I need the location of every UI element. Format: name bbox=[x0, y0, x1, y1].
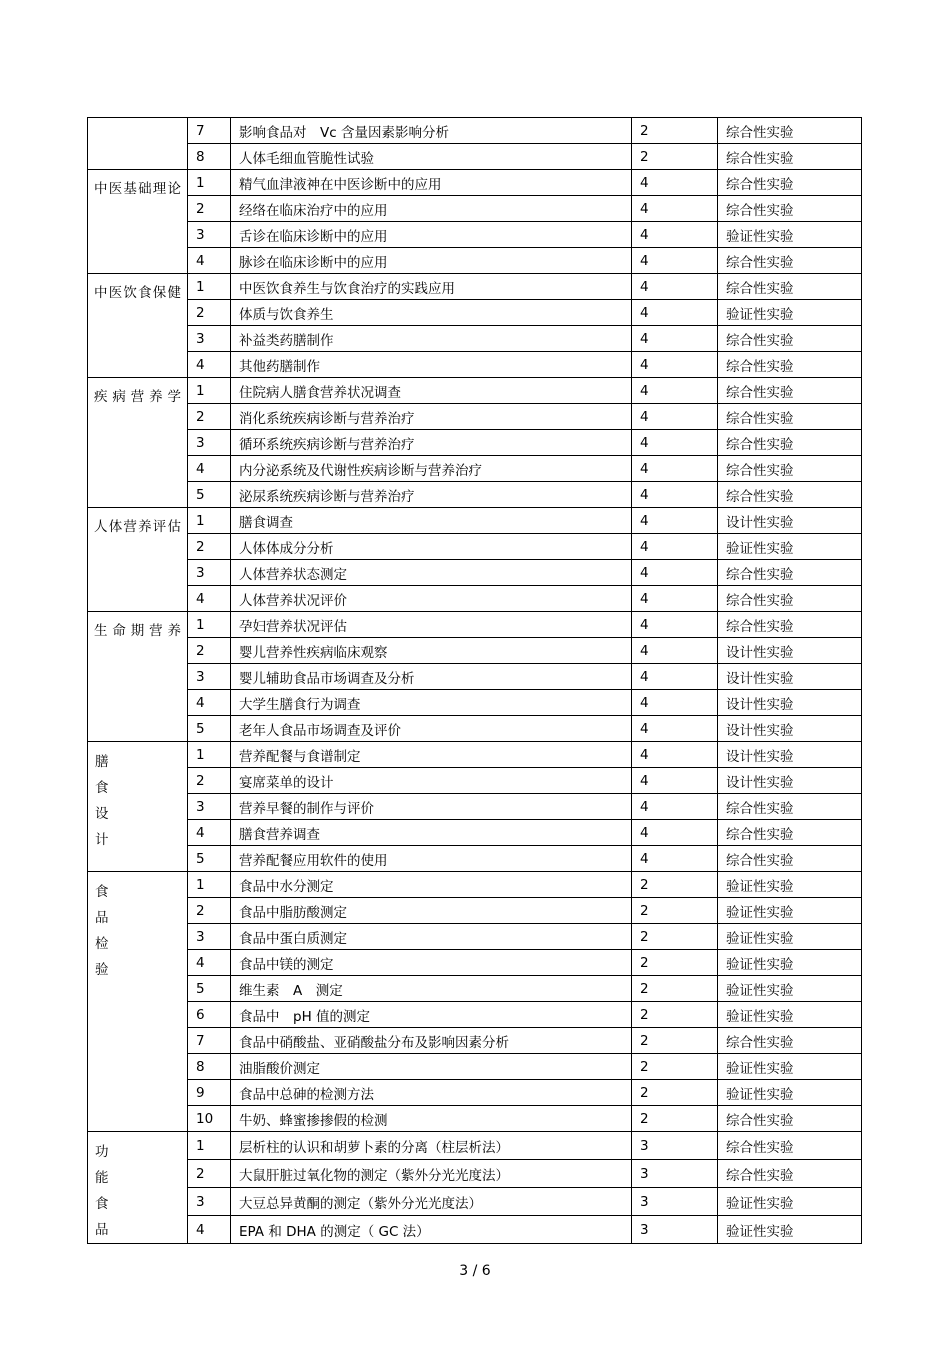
experiment-name-cell: 其他药膳制作 bbox=[231, 352, 632, 378]
experiment-name-cell: 膳食调查 bbox=[231, 508, 632, 534]
table-row bbox=[88, 950, 862, 976]
experiment-name-cell: 内分泌系统及代谢性疾病诊断与营养治疗 bbox=[231, 456, 632, 482]
table-row bbox=[88, 1028, 862, 1054]
table-row bbox=[88, 586, 862, 612]
experiment-name-cell: EPA 和 DHA 的测定（ GC 法） bbox=[231, 1216, 632, 1244]
experiment-name-cell: 人体毛细血管脆性试验 bbox=[231, 144, 632, 170]
experiment-type-cell: 综合性实验 bbox=[718, 482, 862, 508]
experiment-name-cell: 膳食营养调查 bbox=[231, 820, 632, 846]
experiment-table-body bbox=[88, 118, 862, 1244]
hours-cell: 4 bbox=[632, 248, 718, 274]
hours-cell: 4 bbox=[632, 378, 718, 404]
experiment-type-cell: 综合性实验 bbox=[718, 586, 862, 612]
table-row bbox=[88, 248, 862, 274]
table-row bbox=[88, 716, 862, 742]
row-number-cell: 3 bbox=[188, 326, 231, 352]
category-char: 验 bbox=[95, 962, 109, 978]
row-number-cell: 3 bbox=[188, 924, 231, 950]
hours-cell: 4 bbox=[632, 300, 718, 326]
experiment-type-cell: 验证性实验 bbox=[718, 976, 862, 1002]
experiment-name-cell: 脉诊在临床诊断中的应用 bbox=[231, 248, 632, 274]
hours-cell: 4 bbox=[632, 664, 718, 690]
hours-cell: 4 bbox=[632, 846, 718, 872]
hours-cell: 2 bbox=[632, 898, 718, 924]
experiment-type-cell: 验证性实验 bbox=[718, 1054, 862, 1080]
experiment-type-cell: 验证性实验 bbox=[718, 1080, 862, 1106]
experiment-name-cell: 舌诊在临床诊断中的应用 bbox=[231, 222, 632, 248]
experiment-name-cell: 营养早餐的制作与评价 bbox=[231, 794, 632, 820]
table-row bbox=[88, 430, 862, 456]
experiment-type-cell: 验证性实验 bbox=[718, 1002, 862, 1028]
hours-cell: 2 bbox=[632, 924, 718, 950]
hours-cell: 2 bbox=[632, 1080, 718, 1106]
experiment-name-cell: 油脂酸价测定 bbox=[231, 1054, 632, 1080]
table-row bbox=[88, 378, 862, 404]
experiment-type-cell: 综合性实验 bbox=[718, 1106, 862, 1132]
row-number-cell: 2 bbox=[188, 534, 231, 560]
row-number-cell: 2 bbox=[188, 300, 231, 326]
category-cell bbox=[88, 872, 188, 1132]
hours-cell: 4 bbox=[632, 820, 718, 846]
row-number-cell: 4 bbox=[188, 820, 231, 846]
hours-cell: 4 bbox=[632, 742, 718, 768]
experiment-type-cell: 设计性实验 bbox=[718, 768, 862, 794]
row-number-cell: 2 bbox=[188, 768, 231, 794]
row-number-cell: 6 bbox=[188, 1002, 231, 1028]
category-char: 膳 bbox=[95, 754, 109, 770]
table-row bbox=[88, 924, 862, 950]
category-cell bbox=[88, 1132, 188, 1244]
table-row bbox=[88, 222, 862, 248]
hours-cell: 4 bbox=[632, 768, 718, 794]
table-row bbox=[88, 1216, 862, 1244]
row-number-cell: 1 bbox=[188, 378, 231, 404]
experiment-name-cell: 营养配餐应用软件的使用 bbox=[231, 846, 632, 872]
row-number-cell: 4 bbox=[188, 690, 231, 716]
row-number-cell: 1 bbox=[188, 742, 231, 768]
table-row bbox=[88, 118, 862, 144]
experiment-name-cell: 精气血津液神在中医诊断中的应用 bbox=[231, 170, 632, 196]
hours-cell: 3 bbox=[632, 1188, 718, 1216]
experiment-name-cell: 人体体成分分析 bbox=[231, 534, 632, 560]
experiment-type-cell: 综合性实验 bbox=[718, 352, 862, 378]
hours-cell: 2 bbox=[632, 118, 718, 144]
experiment-name-cell: 人体营养状况评价 bbox=[231, 586, 632, 612]
row-number-cell: 3 bbox=[188, 794, 231, 820]
experiment-name-cell: 大鼠肝脏过氧化物的测定（紫外分光光度法） bbox=[231, 1160, 632, 1188]
experiment-name-cell: 经络在临床治疗中的应用 bbox=[231, 196, 632, 222]
row-number-cell: 1 bbox=[188, 612, 231, 638]
row-number-cell: 5 bbox=[188, 976, 231, 1002]
table-row bbox=[88, 300, 862, 326]
experiment-name-cell: 宴席菜单的设计 bbox=[231, 768, 632, 794]
experiment-table bbox=[87, 117, 862, 1244]
category-char: 品 bbox=[95, 1222, 109, 1238]
row-number-cell: 5 bbox=[188, 846, 231, 872]
experiment-type-cell: 验证性实验 bbox=[718, 300, 862, 326]
experiment-type-cell: 设计性实验 bbox=[718, 664, 862, 690]
hours-cell: 2 bbox=[632, 950, 718, 976]
hours-cell: 4 bbox=[632, 716, 718, 742]
category-char: 品 bbox=[95, 910, 109, 926]
table-row bbox=[88, 664, 862, 690]
hours-cell: 4 bbox=[632, 352, 718, 378]
row-number-cell: 2 bbox=[188, 898, 231, 924]
table-row bbox=[88, 170, 862, 196]
row-number-cell: 3 bbox=[188, 430, 231, 456]
row-number-cell: 9 bbox=[188, 1080, 231, 1106]
hours-cell: 4 bbox=[632, 638, 718, 664]
experiment-type-cell: 综合性实验 bbox=[718, 378, 862, 404]
hours-cell: 3 bbox=[632, 1132, 718, 1160]
table-row bbox=[88, 482, 862, 508]
hours-cell: 4 bbox=[632, 430, 718, 456]
experiment-name-cell: 食品中 pH 值的测定 bbox=[231, 1002, 632, 1028]
experiment-type-cell: 综合性实验 bbox=[718, 1160, 862, 1188]
experiment-name-cell: 消化系统疾病诊断与营养治疗 bbox=[231, 404, 632, 430]
experiment-type-cell: 验证性实验 bbox=[718, 924, 862, 950]
row-number-cell: 8 bbox=[188, 144, 231, 170]
category-char: 功 bbox=[95, 1144, 109, 1160]
experiment-name-cell: 循环系统疾病诊断与营养治疗 bbox=[231, 430, 632, 456]
row-number-cell: 1 bbox=[188, 1132, 231, 1160]
category-char: 能 bbox=[95, 1170, 109, 1186]
experiment-type-cell: 综合性实验 bbox=[718, 456, 862, 482]
experiment-name-cell: 营养配餐与食谱制定 bbox=[231, 742, 632, 768]
hours-cell: 4 bbox=[632, 534, 718, 560]
table-row bbox=[88, 352, 862, 378]
experiment-type-cell: 综合性实验 bbox=[718, 1028, 862, 1054]
category-char: 食 bbox=[95, 780, 109, 796]
category-char: 设 bbox=[95, 806, 109, 822]
experiment-type-cell: 综合性实验 bbox=[718, 560, 862, 586]
experiment-type-cell: 综合性实验 bbox=[718, 430, 862, 456]
experiment-type-cell: 设计性实验 bbox=[718, 742, 862, 768]
hours-cell: 4 bbox=[632, 794, 718, 820]
experiment-type-cell: 综合性实验 bbox=[718, 612, 862, 638]
experiment-type-cell: 验证性实验 bbox=[718, 872, 862, 898]
experiment-name-cell: 泌尿系统疾病诊断与营养治疗 bbox=[231, 482, 632, 508]
row-number-cell: 8 bbox=[188, 1054, 231, 1080]
table-row bbox=[88, 742, 862, 768]
row-number-cell: 1 bbox=[188, 872, 231, 898]
experiment-type-cell: 综合性实验 bbox=[718, 794, 862, 820]
experiment-name-cell: 婴儿营养性疾病临床观察 bbox=[231, 638, 632, 664]
table-row bbox=[88, 1054, 862, 1080]
row-number-cell: 7 bbox=[188, 1028, 231, 1054]
category-cell: 疾病营养学 bbox=[88, 378, 188, 508]
table-row bbox=[88, 612, 862, 638]
table-row bbox=[88, 274, 862, 300]
table-row bbox=[88, 508, 862, 534]
row-number-cell: 7 bbox=[188, 118, 231, 144]
category-char: 检 bbox=[95, 936, 109, 952]
experiment-name-cell: 中医饮食养生与饮食治疗的实践应用 bbox=[231, 274, 632, 300]
category-cell: 中医基础理论 bbox=[88, 170, 188, 274]
page-number: 3 / 6 bbox=[459, 1263, 491, 1279]
table-row bbox=[88, 898, 862, 924]
experiment-type-cell: 验证性实验 bbox=[718, 898, 862, 924]
row-number-cell: 2 bbox=[188, 404, 231, 430]
experiment-name-cell: 孕妇营养状况评估 bbox=[231, 612, 632, 638]
category-cell: 中医饮食保健 bbox=[88, 274, 188, 378]
experiment-name-cell: 牛奶、蜂蜜掺掺假的检测 bbox=[231, 1106, 632, 1132]
category-cell bbox=[88, 118, 188, 170]
table-row bbox=[88, 1106, 862, 1132]
row-number-cell: 1 bbox=[188, 170, 231, 196]
hours-cell: 3 bbox=[632, 1160, 718, 1188]
hours-cell: 2 bbox=[632, 872, 718, 898]
row-number-cell: 1 bbox=[188, 274, 231, 300]
table-row bbox=[88, 534, 862, 560]
table-row bbox=[88, 1080, 862, 1106]
hours-cell: 4 bbox=[632, 482, 718, 508]
hours-cell: 3 bbox=[632, 1216, 718, 1244]
experiment-type-cell: 验证性实验 bbox=[718, 222, 862, 248]
experiment-name-cell: 婴儿辅助食品市场调查及分析 bbox=[231, 664, 632, 690]
experiment-name-cell: 食品中总砷的检测方法 bbox=[231, 1080, 632, 1106]
hours-cell: 4 bbox=[632, 274, 718, 300]
experiment-name-cell: 食品中蛋白质测定 bbox=[231, 924, 632, 950]
experiment-type-cell: 验证性实验 bbox=[718, 1216, 862, 1244]
experiment-name-cell: 大学生膳食行为调查 bbox=[231, 690, 632, 716]
hours-cell: 4 bbox=[632, 560, 718, 586]
experiment-name-cell: 人体营养状态测定 bbox=[231, 560, 632, 586]
category-cell bbox=[88, 742, 188, 872]
experiment-type-cell: 综合性实验 bbox=[718, 144, 862, 170]
table-row bbox=[88, 690, 862, 716]
row-number-cell: 3 bbox=[188, 560, 231, 586]
row-number-cell: 4 bbox=[188, 456, 231, 482]
experiment-type-cell: 综合性实验 bbox=[718, 170, 862, 196]
hours-cell: 2 bbox=[632, 1002, 718, 1028]
experiment-name-cell: 层析柱的认识和胡萝卜素的分离（柱层析法） bbox=[231, 1132, 632, 1160]
table-row bbox=[88, 638, 862, 664]
table-row bbox=[88, 326, 862, 352]
table-row bbox=[88, 404, 862, 430]
category-char: 食 bbox=[95, 884, 109, 900]
experiment-type-cell: 验证性实验 bbox=[718, 950, 862, 976]
table-row bbox=[88, 456, 862, 482]
experiment-type-cell: 综合性实验 bbox=[718, 326, 862, 352]
row-number-cell: 3 bbox=[188, 664, 231, 690]
table-row bbox=[88, 820, 862, 846]
table-row bbox=[88, 560, 862, 586]
hours-cell: 4 bbox=[632, 586, 718, 612]
category-cell: 生命期营养 bbox=[88, 612, 188, 742]
table-row bbox=[88, 1188, 862, 1216]
row-number-cell: 1 bbox=[188, 508, 231, 534]
table-row bbox=[88, 976, 862, 1002]
table-row bbox=[88, 846, 862, 872]
hours-cell: 2 bbox=[632, 144, 718, 170]
experiment-type-cell: 综合性实验 bbox=[718, 118, 862, 144]
experiment-name-cell: 食品中硝酸盐、亚硝酸盐分布及影响因素分析 bbox=[231, 1028, 632, 1054]
hours-cell: 2 bbox=[632, 1106, 718, 1132]
hours-cell: 2 bbox=[632, 976, 718, 1002]
experiment-name-cell: 体质与饮食养生 bbox=[231, 300, 632, 326]
table-row bbox=[88, 1132, 862, 1160]
hours-cell: 4 bbox=[632, 690, 718, 716]
row-number-cell: 5 bbox=[188, 482, 231, 508]
experiment-type-cell: 设计性实验 bbox=[718, 638, 862, 664]
hours-cell: 4 bbox=[632, 170, 718, 196]
table-row bbox=[88, 144, 862, 170]
row-number-cell: 4 bbox=[188, 1216, 231, 1244]
experiment-name-cell: 食品中水分测定 bbox=[231, 872, 632, 898]
category-cell: 人体营养评估 bbox=[88, 508, 188, 612]
row-number-cell: 4 bbox=[188, 352, 231, 378]
experiment-type-cell: 综合性实验 bbox=[718, 846, 862, 872]
experiment-type-cell: 综合性实验 bbox=[718, 274, 862, 300]
hours-cell: 2 bbox=[632, 1028, 718, 1054]
row-number-cell: 10 bbox=[188, 1106, 231, 1132]
experiment-type-cell: 综合性实验 bbox=[718, 1132, 862, 1160]
experiment-type-cell: 设计性实验 bbox=[718, 508, 862, 534]
table-row bbox=[88, 1002, 862, 1028]
hours-cell: 4 bbox=[632, 404, 718, 430]
hours-cell: 4 bbox=[632, 222, 718, 248]
experiment-type-cell: 验证性实验 bbox=[718, 1188, 862, 1216]
table-row bbox=[88, 196, 862, 222]
category-char: 食 bbox=[95, 1196, 109, 1212]
row-number-cell: 5 bbox=[188, 716, 231, 742]
experiment-type-cell: 综合性实验 bbox=[718, 820, 862, 846]
row-number-cell: 3 bbox=[188, 1188, 231, 1216]
hours-cell: 4 bbox=[632, 612, 718, 638]
row-number-cell: 2 bbox=[188, 196, 231, 222]
row-number-cell: 4 bbox=[188, 248, 231, 274]
experiment-name-cell: 老年人食品市场调查及评价 bbox=[231, 716, 632, 742]
hours-cell: 4 bbox=[632, 196, 718, 222]
experiment-name-cell: 住院病人膳食营养状况调查 bbox=[231, 378, 632, 404]
row-number-cell: 3 bbox=[188, 222, 231, 248]
experiment-type-cell: 验证性实验 bbox=[718, 534, 862, 560]
experiment-name-cell: 食品中镁的测定 bbox=[231, 950, 632, 976]
table-row bbox=[88, 768, 862, 794]
category-char: 计 bbox=[95, 832, 109, 848]
experiment-name-cell: 补益类药膳制作 bbox=[231, 326, 632, 352]
experiment-name-cell: 食品中脂肪酸测定 bbox=[231, 898, 632, 924]
row-number-cell: 2 bbox=[188, 638, 231, 664]
table-row bbox=[88, 872, 862, 898]
table-row bbox=[88, 794, 862, 820]
experiment-name-cell: 大豆总异黄酮的测定（紫外分光光度法） bbox=[231, 1188, 632, 1216]
hours-cell: 4 bbox=[632, 326, 718, 352]
experiment-name-cell: 影响食品对 Vc 含量因素影响分析 bbox=[231, 118, 632, 144]
table-row bbox=[88, 1160, 862, 1188]
hours-cell: 2 bbox=[632, 1054, 718, 1080]
hours-cell: 4 bbox=[632, 508, 718, 534]
experiment-type-cell: 设计性实验 bbox=[718, 690, 862, 716]
hours-cell: 4 bbox=[632, 456, 718, 482]
experiment-type-cell: 综合性实验 bbox=[718, 404, 862, 430]
experiment-type-cell: 综合性实验 bbox=[718, 196, 862, 222]
experiment-type-cell: 设计性实验 bbox=[718, 716, 862, 742]
row-number-cell: 4 bbox=[188, 950, 231, 976]
experiment-name-cell: 维生素 A 测定 bbox=[231, 976, 632, 1002]
row-number-cell: 4 bbox=[188, 586, 231, 612]
experiment-type-cell: 综合性实验 bbox=[718, 248, 862, 274]
row-number-cell: 2 bbox=[188, 1160, 231, 1188]
